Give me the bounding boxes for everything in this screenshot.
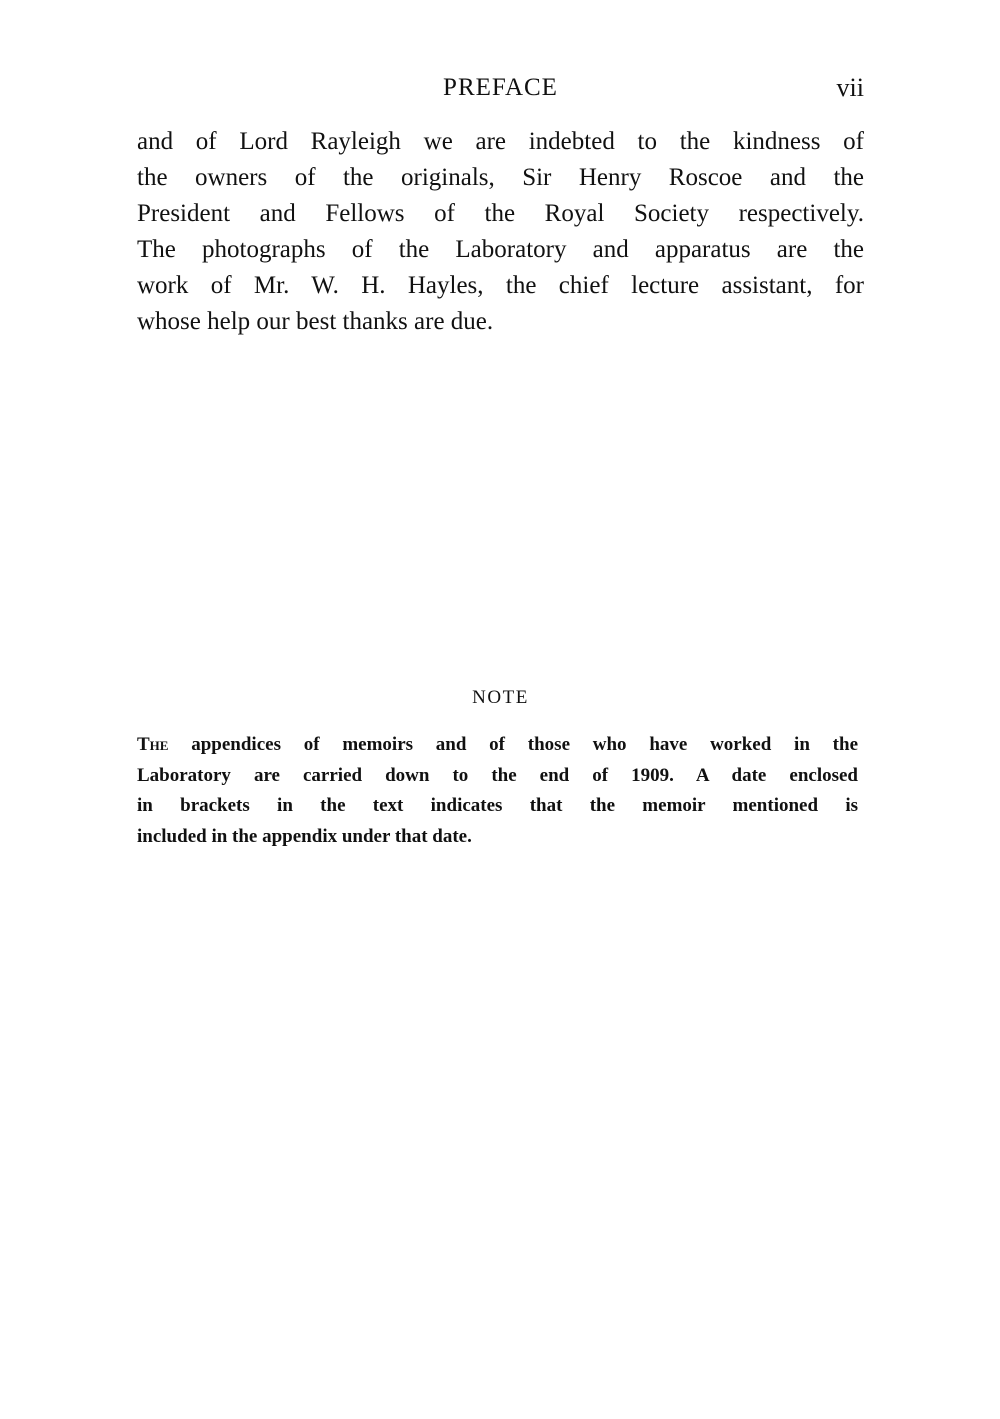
running-title: PREFACE [443, 74, 558, 101]
note-first-line-text: appendices of memoirs and of those who have worked in the [168, 734, 858, 755]
note-first-word: The [137, 734, 169, 755]
note-heading: NOTE [472, 687, 529, 708]
paragraph-line: the owners of the originals, Sir Henry Roscoe and the [137, 164, 864, 191]
note-line: in brackets in the text indicates that the memoir mentioned is [137, 795, 858, 816]
paragraph-line: whose help our best thanks are due. [137, 308, 494, 335]
paragraph-line: and of Lord Rayleigh we are indebted to the kindness of [137, 128, 864, 155]
paragraph-line: The photographs of the Laboratory and apparatus are the [137, 236, 864, 263]
page-number: vii [836, 73, 864, 102]
paragraph-line: work of Mr. W. H. Hayles, the chief lecture assistant, for [137, 272, 864, 299]
preface-paragraph [137, 124, 864, 340]
note-line: Laboratory are carried down to the end of 1909. A date enclosed [137, 764, 858, 786]
note-paragraph [137, 730, 858, 852]
running-head [137, 68, 864, 108]
note-line [137, 730, 858, 761]
note-line: included in the appendix under that date. [137, 825, 472, 847]
paragraph-line: President and Fellows of the Royal Society respectively. [137, 200, 864, 227]
